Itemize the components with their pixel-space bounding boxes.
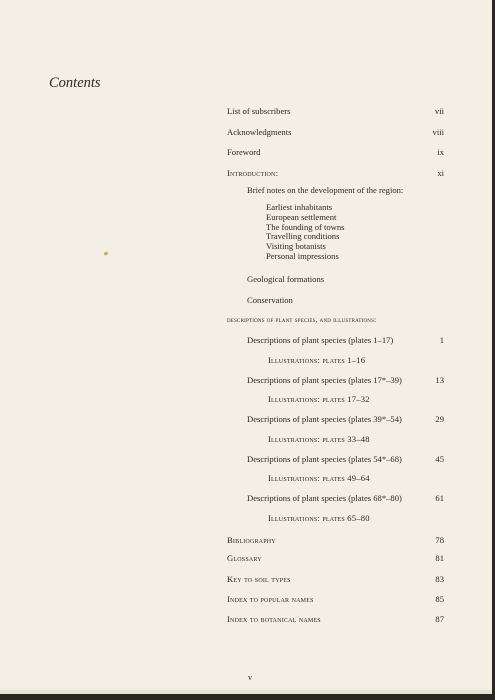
subitem-european-settlement: European settlement [266, 211, 337, 222]
toc-page-index-popular-names: 85 [435, 594, 444, 604]
toc-page-acknowledgments: viii [432, 127, 444, 137]
paper-speck [104, 251, 109, 255]
toc-entry-glossary: Glossary [227, 553, 262, 563]
page-title: Contents [49, 75, 101, 91]
toc-entry-illustrations-1: Illustrations: plates 1–16 [268, 355, 366, 365]
toc-entry-acknowledgments: Acknowledgments [227, 127, 292, 137]
toc-entry-descriptions-3: Descriptions of plant species (plates 39*–54) [247, 414, 402, 424]
toc-page-descriptions-5: 61 [435, 493, 444, 503]
toc-page-descriptions-1: 1 [439, 335, 444, 345]
toc-entry-index-botanical-names: Index to botanical names [227, 614, 321, 624]
toc-entry-descriptions-4: Descriptions of plant species (plates 54*–68) [247, 454, 402, 464]
toc-page-index-botanical-names: 87 [435, 614, 444, 624]
toc-entry-foreword: Foreword [227, 147, 261, 157]
toc-entry-illustrations-3: Illustrations: plates 33–48 [268, 434, 370, 444]
toc-entry-index-popular-names: Index to popular names [227, 594, 314, 604]
toc-entry-conservation: Conservation [247, 295, 293, 305]
subitem-visiting-botanists: Visiting botanists [266, 241, 326, 252]
region-subitems [266, 203, 345, 262]
toc-page-subscribers: vii [434, 106, 444, 116]
toc-page-bibliography: 78 [435, 535, 444, 545]
page-number: v [248, 673, 252, 682]
toc-entry-descriptions-2: Descriptions of plant species (plates 17*–39) [247, 375, 402, 385]
toc-entry-descriptions-heading: descriptions of plant species, and illustrations: [227, 315, 377, 324]
toc-entry-introduction: Introduction: [227, 168, 279, 178]
toc-page-descriptions-2: 13 [435, 375, 444, 385]
toc-entry-geological-formations: Geological formations [247, 274, 325, 284]
toc-entry-descriptions-1: Descriptions of plant species (plates 1–17) [247, 335, 394, 345]
toc-page-descriptions-3: 29 [435, 414, 444, 424]
toc-entry-descriptions-5: Descriptions of plant species (plates 68*–80) [247, 493, 402, 503]
subitem-earliest-inhabitants: Earliest inhabitants [266, 202, 333, 212]
toc-entry-subscribers: List of subscribers [227, 106, 291, 116]
toc-page-descriptions-4: 45 [435, 454, 444, 464]
toc-entry-illustrations-2: Illustrations: plates 17–32 [268, 394, 370, 404]
subitem-personal-impressions: Personal impressions [266, 250, 339, 261]
subitem-founding-of-towns: The founding of towns [266, 221, 345, 232]
toc-page-foreword: ix [437, 147, 444, 157]
toc-entry-illustrations-4: Illustrations: plates 49–64 [268, 473, 370, 483]
toc-entry-illustrations-5: Illustrations: plates 65–80 [268, 513, 370, 523]
toc-entry-region-notes: Brief notes on the development of the region: [247, 185, 404, 195]
toc-page-glossary: 81 [435, 553, 444, 563]
toc-page-key-to-soil-types: 83 [435, 574, 444, 584]
toc-entry-bibliography: Bibliography [227, 535, 276, 545]
subitem-travelling-conditions: Travelling conditions [266, 231, 340, 242]
toc-page-introduction: xi [437, 168, 444, 178]
toc-entry-key-to-soil-types: Key to soil types [227, 574, 291, 584]
